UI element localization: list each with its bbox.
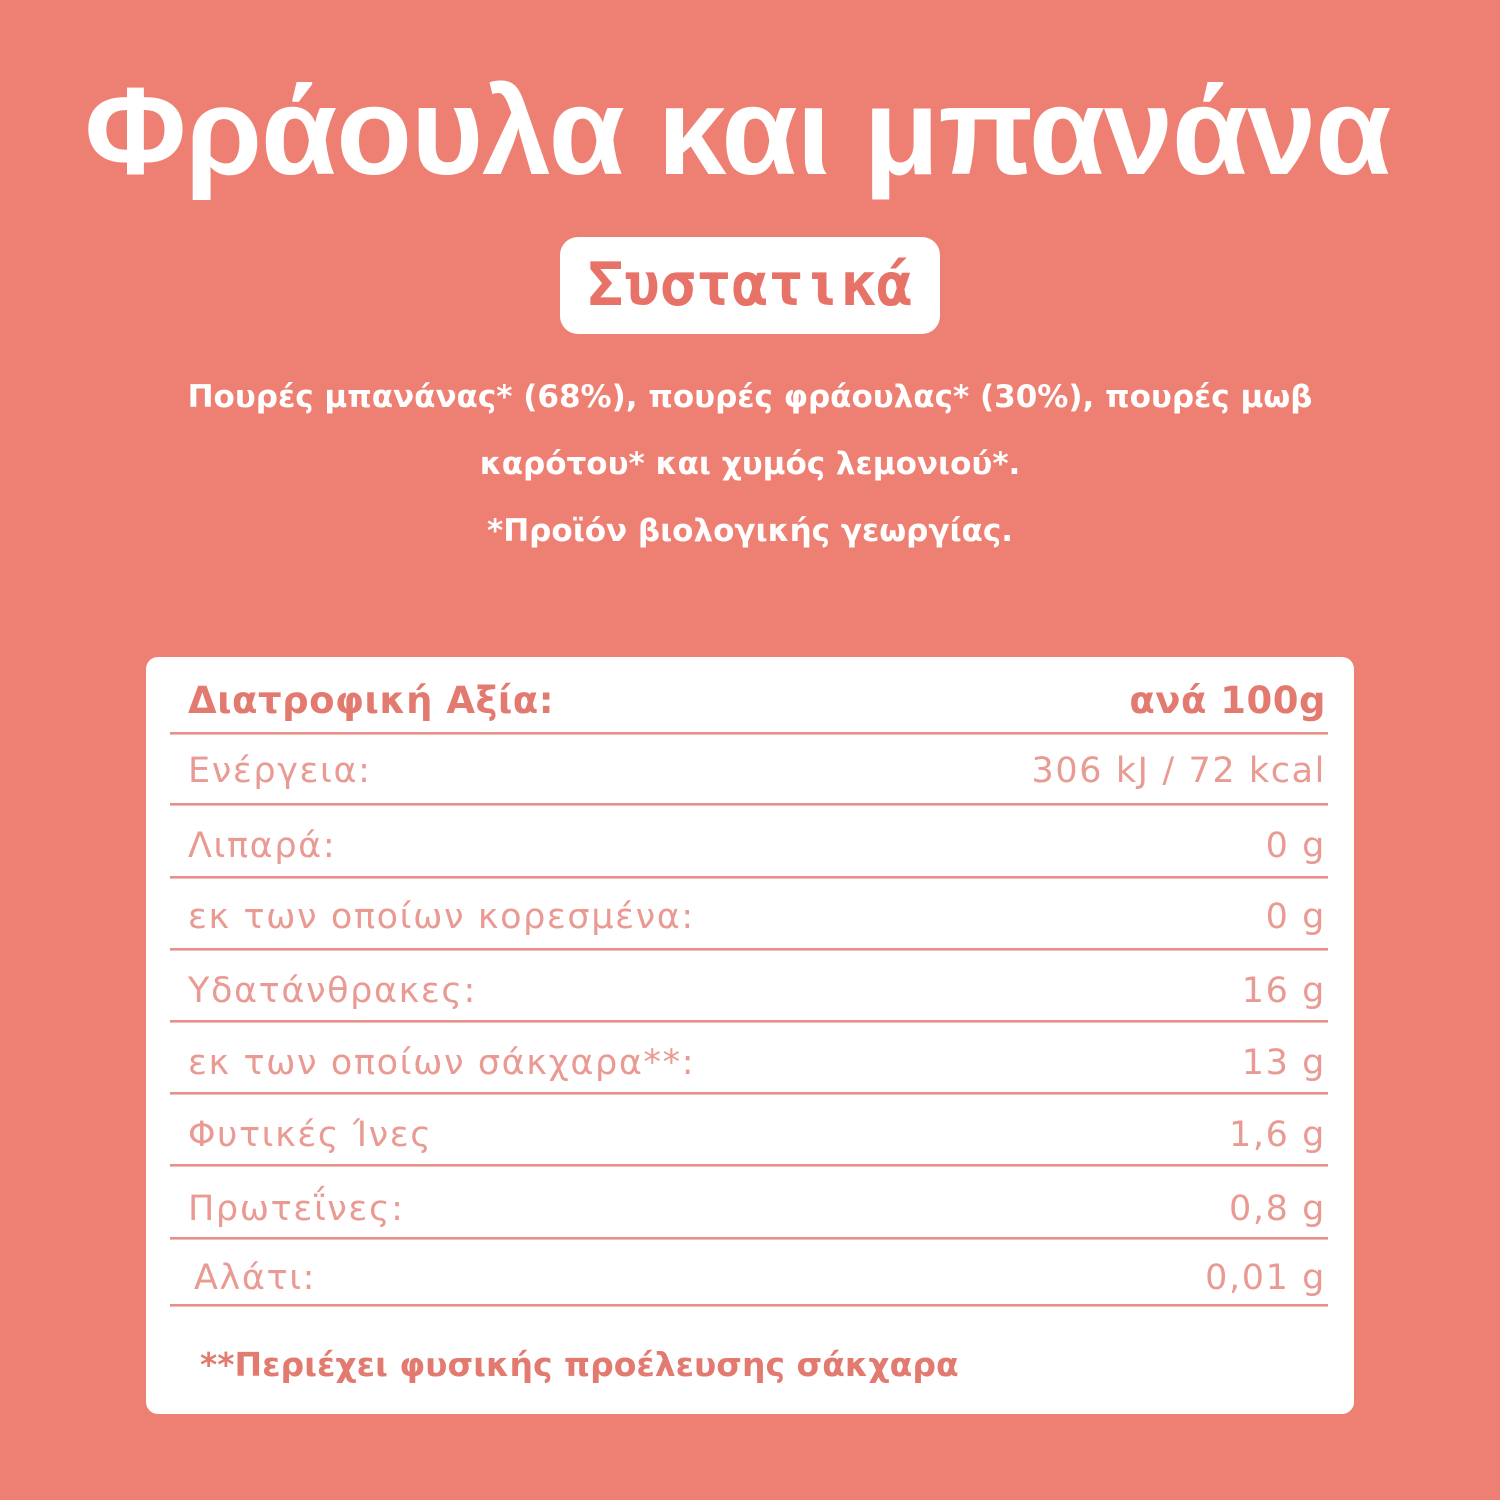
nutrition-row-protein <box>184 1187 1326 1227</box>
organic-note: *Προϊόν βιολογικής γεωργίας. <box>486 513 1014 549</box>
nutrition-table <box>146 657 1354 1414</box>
page-title: Φράουλα και μπανάνα <box>84 63 1391 201</box>
nutrition-row-fiber <box>184 1113 1326 1153</box>
nutrition-header-row <box>184 679 1326 722</box>
row-divider <box>170 876 1328 879</box>
nutrient-value: 0,01 g <box>1205 1258 1326 1298</box>
row-divider <box>170 1092 1328 1095</box>
nutrition-row-salt <box>184 1256 1326 1296</box>
sugars-footnote: **Περιέχει φυσικής προέλευσης σάκχαρα <box>200 1345 959 1384</box>
row-divider <box>170 803 1328 806</box>
nutrient-label: εκ των οποίων σάκχαρα**: <box>188 1043 696 1083</box>
nutrient-value: 0,8 g <box>1228 1189 1326 1229</box>
nutrition-row-saturated <box>184 895 1326 935</box>
ingredients-heading-badge: Συστατικά <box>560 237 940 334</box>
row-divider <box>170 1237 1328 1240</box>
nutrient-label: Λιπαρά: <box>188 826 337 866</box>
nutrient-value: 306 kJ / 72 kcal <box>1031 751 1326 791</box>
nutrition-row-carbohydrates <box>184 969 1326 1009</box>
row-divider <box>170 732 1328 735</box>
nutrition-row-fat <box>184 824 1326 864</box>
nutrition-row-energy <box>184 749 1326 789</box>
nutrient-label: Αλάτι: <box>194 1258 317 1298</box>
nutrient-value: 1,6 g <box>1228 1115 1326 1155</box>
nutrient-label: Υδατάνθρακες: <box>188 971 477 1011</box>
nutrient-value: 13 g <box>1241 1043 1326 1083</box>
ingredients-line: Πουρές μπανάνας* (68%), πουρές φράουλας* (30%), πουρές μωβ <box>187 379 1313 415</box>
nutrition-row-sugars <box>184 1041 1326 1081</box>
row-divider <box>170 1020 1328 1023</box>
nutrition-header-label: Διατροφική Αξία: <box>188 679 554 722</box>
row-divider <box>170 1304 1328 1307</box>
nutrient-value: 0 g <box>1265 897 1326 937</box>
row-divider <box>170 1164 1328 1167</box>
ingredients-line: καρότου* και χυμός λεμονιού*. <box>479 446 1021 482</box>
nutrition-header-value: ανά 100g <box>1129 679 1326 722</box>
nutrient-label: Ενέργεια: <box>188 751 372 791</box>
nutrient-label: Πρωτεΐνες: <box>188 1189 405 1229</box>
nutrient-value: 0 g <box>1265 826 1326 866</box>
nutrient-value: 16 g <box>1241 971 1326 1011</box>
ingredients-text <box>40 364 1460 565</box>
row-divider <box>170 948 1328 951</box>
nutrient-label: εκ των οποίων κορεσμένα: <box>188 897 695 937</box>
nutrient-label: Φυτικές Ίνες <box>188 1115 433 1155</box>
